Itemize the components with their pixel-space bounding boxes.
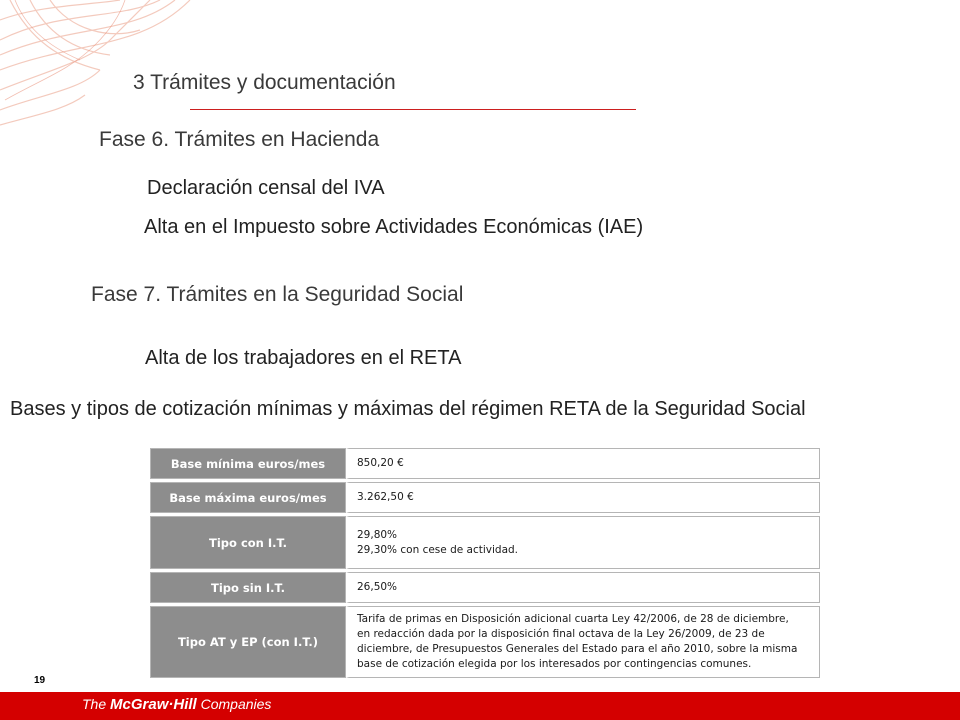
phase6-item-iva: Declaración censal del IVA [147, 177, 385, 199]
decorative-swirl-graphic [0, 0, 200, 200]
bases-caption: Bases y tipos de cotización mínimas y máximas del régimen RETA de la Seguridad Social [10, 398, 806, 420]
phase7-heading: Fase 7. Trámites en la Seguridad Social [91, 283, 464, 306]
table-row [150, 606, 820, 678]
phase7-item-reta: Alta de los trabajadores en el RETA [145, 347, 462, 369]
table-row [150, 572, 820, 603]
table-row [150, 448, 820, 479]
table-row-label: Base máxima euros/mes [150, 482, 346, 513]
publisher-logo [82, 696, 271, 713]
title-underline [190, 109, 636, 110]
table-row [150, 482, 820, 513]
table-value-line: 3.262,50 € [357, 491, 414, 503]
table-value-line: 29,80% [357, 528, 398, 541]
table-value-line: Tarifa de primas en Disposición adicional cuarta Ley 42/2006, de 28 de diciembre, [357, 613, 789, 625]
table-value-line: 850,20 € [357, 457, 404, 469]
brand-suffix: Companies [200, 696, 272, 712]
phase6-item-iae: Alta en el Impuesto sobre Actividades Económicas (IAE) [144, 216, 644, 238]
table-value-line: 29,30% con cese de actividad. [357, 543, 519, 556]
table-row-value [346, 516, 820, 569]
brand-prefix: The [82, 696, 107, 712]
slide-title: 3 Trámites y documentación [133, 71, 396, 94]
table-row-value [346, 606, 820, 678]
table-row-label: Base mínima euros/mes [150, 448, 346, 479]
page-number: 19 [34, 675, 46, 686]
phase6-heading: Fase 6. Trámites en Hacienda [99, 128, 380, 151]
brand-name: McGraw·Hill [110, 696, 197, 713]
table-value-line: 26,50% [357, 581, 398, 593]
table-row-label: Tipo sin I.T. [150, 572, 346, 603]
footer-bar [0, 692, 960, 720]
table-row-value [346, 572, 820, 603]
table-row-value [346, 448, 820, 479]
table-row-label: Tipo con I.T. [150, 516, 346, 569]
table-row [150, 516, 820, 569]
table-row-label: Tipo AT y EP (con I.T.) [150, 606, 346, 678]
reta-contribution-table [150, 445, 820, 681]
table-value-line: en redacción dada por la disposición final octava de la Ley 26/2009, de 23 de [357, 628, 765, 640]
table-value-line: diciembre, de Presupuestos Generales del Estado para el año 2010, sobre la misma [357, 643, 798, 655]
table-row-value [346, 482, 820, 513]
table-value-line: base de cotización elegida por los interesados por contingencias comunes. [357, 658, 752, 670]
